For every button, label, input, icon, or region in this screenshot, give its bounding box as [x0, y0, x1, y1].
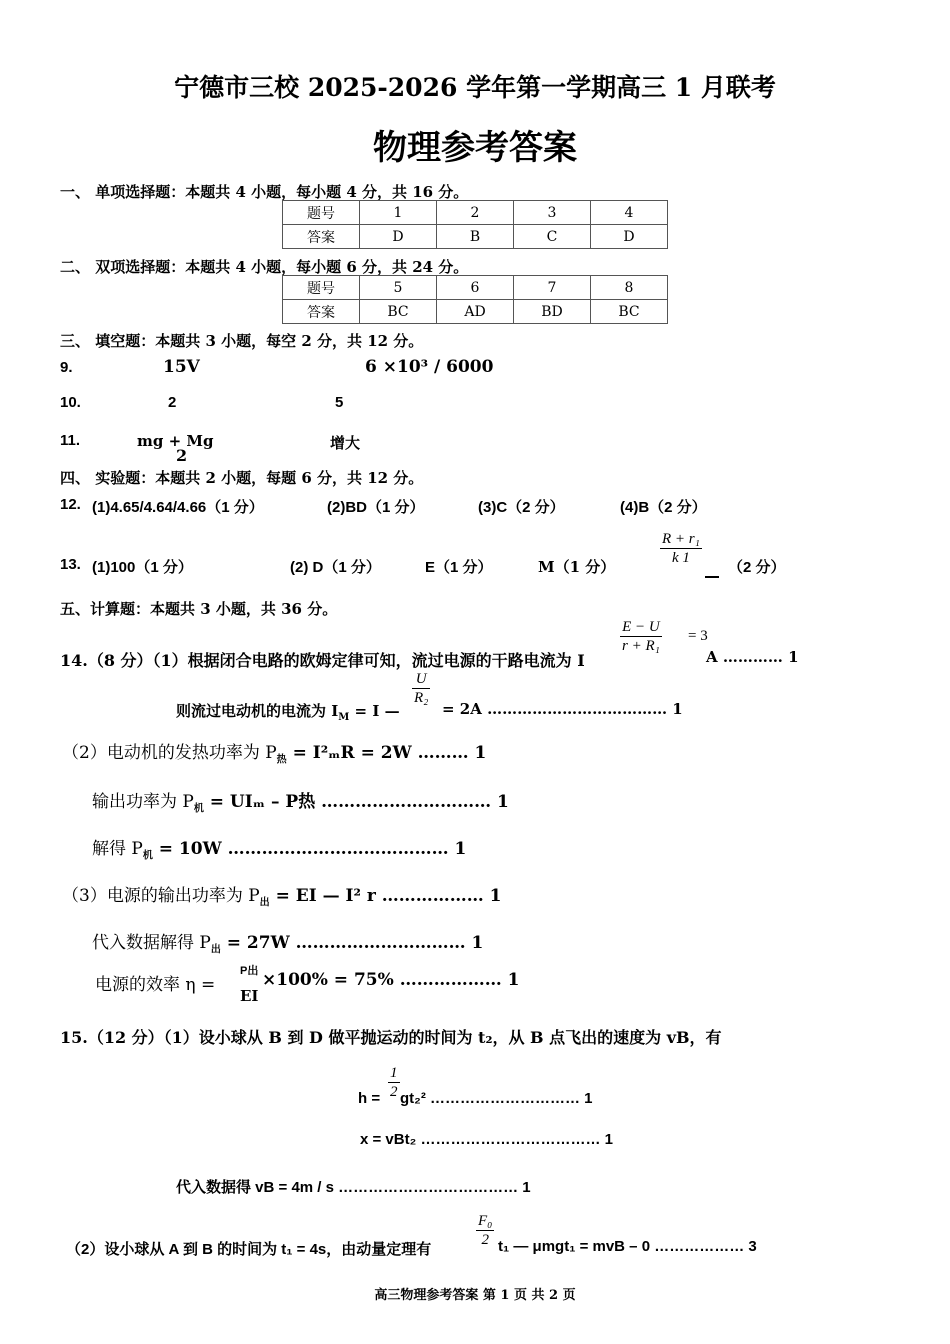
- table-cell: 2: [437, 201, 514, 225]
- q13-fraction: [660, 530, 702, 567]
- q14-line3: [62, 738, 486, 765]
- q9-answer-b: 6 ×10³ / 6000: [365, 357, 494, 377]
- table-cell: 7: [514, 276, 591, 300]
- table-row: [283, 300, 668, 324]
- q14-line5-end: = 10W ………………………………… 1: [152, 839, 467, 859]
- q15-force-numerator: F₀: [478, 1213, 493, 1229]
- q9-number: 9.: [60, 359, 73, 376]
- page-footer: 高三物理参考答案 第 1 页 共 2 页: [374, 1288, 576, 1303]
- q10-answer-a: 2: [168, 394, 177, 411]
- table-cell: 8: [591, 276, 668, 300]
- q14-efficiency-denominator: EI: [240, 987, 259, 1005]
- q11-answer-denominator: 2: [176, 446, 188, 465]
- page-subtitle: 物理参考答案: [373, 128, 577, 168]
- q14-line7: [92, 928, 483, 955]
- q12-part-4: (4)B（2 分）: [620, 499, 707, 516]
- table-cell: 6: [437, 276, 514, 300]
- q14-line1-end: A ………… 1: [706, 648, 799, 666]
- q13-underline: [705, 576, 719, 578]
- table-cell: D: [360, 225, 437, 249]
- q14-intro-text: 14.（8 分）（1）根据闭合电路的欧姆定律可知，流过电源的干路电流为 I: [60, 651, 585, 670]
- q14-line7-sub: 出: [210, 944, 221, 956]
- q14-fraction-current: [620, 618, 662, 655]
- q14-line5-sub: 机: [142, 850, 153, 862]
- section-5-heading: 五、计算题：本题共 3 小题，共 36 分。: [60, 600, 338, 618]
- q14-line3-sub: 热: [276, 754, 287, 766]
- table-cell: BC: [591, 300, 668, 324]
- q14-fraction-denominator: r + R₁: [622, 638, 660, 654]
- q15-part2-end: t₁ — μmgt₁ = mvB – 0 ……………… 3: [498, 1238, 757, 1255]
- section-1-heading: 一、 单项选择题：本题共 4 小题，每小题 4 分，共 16 分。: [60, 183, 469, 201]
- q14-line2-end: = 2A ……………………………… 1: [442, 700, 683, 718]
- table-cell: C: [514, 225, 591, 249]
- q14-line8: [95, 970, 215, 995]
- table-cell: D: [591, 225, 668, 249]
- table-row: [283, 225, 668, 249]
- q15-force-fraction: [476, 1212, 494, 1249]
- q14-line4-text: 输出功率为 P: [92, 792, 194, 812]
- table-row: [283, 276, 668, 300]
- table-row: [283, 201, 668, 225]
- q14-line6-sub: 出: [259, 897, 270, 909]
- q11-answer-mg: Mg: [186, 432, 214, 450]
- answer-table-2: [282, 275, 668, 324]
- q10-answer-b: 5: [335, 394, 344, 411]
- table-cell: AD: [437, 300, 514, 324]
- q15-half-fraction: [388, 1064, 400, 1101]
- table-cell: BD: [514, 300, 591, 324]
- q14-line4: [92, 787, 509, 814]
- q14-line5-text: 解得 P: [92, 839, 143, 859]
- q12-part-1: (1)4.65/4.64/4.66（1 分）: [92, 499, 264, 516]
- q13-number: 13.: [60, 556, 81, 573]
- q14-line2-mid: = I —: [349, 702, 400, 720]
- q15-eq1-prefix: h =: [358, 1090, 381, 1107]
- section-4-heading: 四、 实验题：本题共 2 小题，每题 6 分，共 12 分。: [60, 469, 424, 487]
- table-cell: B: [437, 225, 514, 249]
- table-cell: 答案: [283, 225, 360, 249]
- page-title: 宁德市三校 2025-2026 学年第一学期高三 1 月联考: [174, 73, 776, 102]
- q14-equals-3: = 3: [688, 628, 708, 644]
- q14-line3-text: （2）电动机的发热功率为 P: [62, 743, 277, 763]
- q15-half-numerator: 1: [390, 1065, 398, 1081]
- table-cell: 题号: [283, 201, 360, 225]
- q14-fraction-numerator: E − U: [620, 618, 662, 637]
- q13-part-4: M（1 分）: [538, 558, 616, 576]
- q11-answer-text: mg +: [137, 432, 187, 450]
- q11-answer-b: 增大: [330, 434, 361, 452]
- q15-eq2: x = vBt₂ ……………………………… 1: [360, 1131, 613, 1148]
- q14-line5: [92, 834, 466, 861]
- q15-eq1: gt₂² ………………………… 1: [400, 1090, 593, 1107]
- section-2-heading: 二、 双项选择题：本题共 4 小题，每小题 6 分，共 24 分。: [60, 258, 469, 276]
- q14-line2-text: 则流过电动机的电流为 I: [176, 702, 339, 720]
- q15-eq3: 代入数据得 vB = 4m / s ……………………………… 1: [176, 1179, 531, 1196]
- table-cell: 4: [591, 201, 668, 225]
- q14-line7-end: = 27W ………………………… 1: [220, 933, 484, 953]
- q14-fraction2-numerator: U: [412, 670, 430, 689]
- q14-line8-text: 电源的效率 η =: [95, 975, 216, 995]
- table-cell: 1: [360, 201, 437, 225]
- q14-line2: [176, 700, 400, 723]
- q9-answer-a: 15V: [163, 357, 200, 377]
- q14-fraction2-denominator: R₂: [414, 690, 429, 706]
- q15-intro: 15.（12 分）（1）设小球从 B 到 D 做平抛运动的时间为 t₂，从 B 点飞出的速度为 vB，有: [60, 1028, 722, 1047]
- table-cell: 3: [514, 201, 591, 225]
- q14-efficiency-numerator: P出: [240, 965, 259, 977]
- q10-number: 10.: [60, 394, 81, 411]
- q15-force-denominator: 2: [481, 1232, 489, 1248]
- q13-part-1: (1)100（1 分）: [92, 559, 193, 576]
- q14-line2-sub: M: [338, 712, 350, 723]
- q12-number: 12.: [60, 496, 81, 513]
- q13-part-5: （2 分）: [728, 559, 786, 576]
- q11-number: 11.: [60, 432, 81, 449]
- q14-line4-end: = UIₘ – P热 ………………………… 1: [203, 792, 509, 812]
- q13-part-3: E（1 分）: [425, 559, 493, 576]
- q14-line8-end: ×100% = 75% ……………… 1: [262, 970, 520, 990]
- table-cell: 5: [360, 276, 437, 300]
- table-cell: 答案: [283, 300, 360, 324]
- q13-fraction-denominator: k 1: [671, 550, 690, 566]
- q12-part-3: (3)C（2 分）: [478, 499, 565, 516]
- q14-intro: [60, 648, 585, 671]
- table-cell: 题号: [283, 276, 360, 300]
- answer-table-1: [282, 200, 668, 249]
- table-cell: BC: [360, 300, 437, 324]
- q13-fraction-numerator: R + r₁: [662, 531, 700, 547]
- q15-half-denominator: 2: [390, 1084, 398, 1100]
- q13-part-2: (2) D（1 分）: [290, 559, 381, 576]
- q14-line3-end: = I²ₘR = 2W ……… 1: [286, 743, 487, 763]
- q14-line6: [62, 881, 501, 908]
- q14-line4-sub: 机: [193, 803, 204, 815]
- q14-line6-text: （3）电源的输出功率为 P: [62, 886, 260, 906]
- q12-part-2: (2)BD（1 分）: [327, 499, 425, 516]
- section-3-heading: 三、 填空题：本题共 3 小题，每空 2 分，共 12 分。: [60, 332, 424, 350]
- q14-line7-text: 代入数据解得 P: [92, 933, 211, 953]
- q15-part2: （2）设小球从 A 到 B 的时间为 t₁ = 4s，由动量定理有: [66, 1241, 432, 1258]
- q14-line6-end: = EI — I² r ……………… 1: [269, 886, 502, 906]
- q14-fraction-motor: [412, 670, 430, 707]
